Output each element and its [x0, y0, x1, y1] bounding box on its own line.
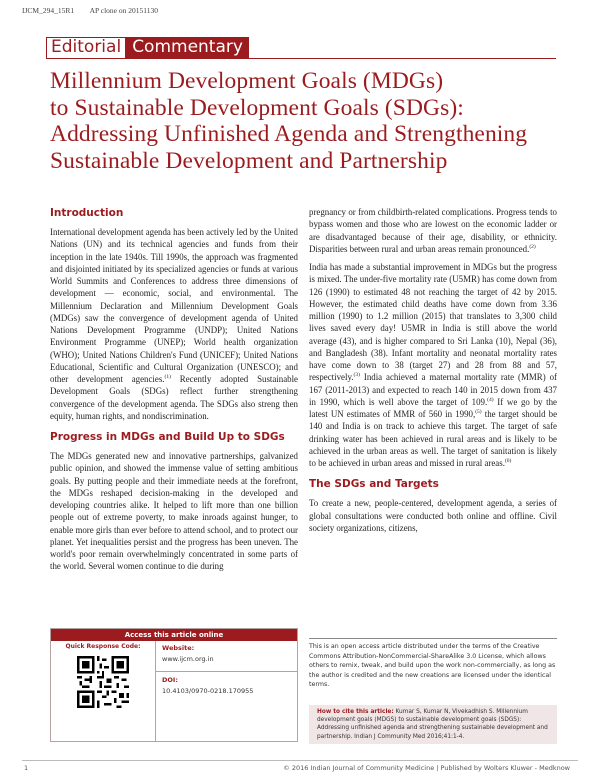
intro-text: International development agenda has been actively led by the United Nations (UN) and its technical agencies and funds from their inception in the late 1940s. Till 1990s, the approach was fragmented and disjointed initiated by its specialized agencies or funds at various World Summits and Conferences to address three dimensions of development — economic, social, and environmental. The Millennium Declaration and Millennium Development Goals (MDGs) saw the convergence of development agenda of United Nations Development Programme (UNDP); United Nations Environment Programme (UNEP); World health organization (WHO); United Nations Children's Fund (UNICEF); United Nations Educational, Scientific and Cultural Organization (UNESCO); and other development agencies. [50, 227, 298, 384]
access-article-box [50, 628, 298, 742]
p2d-text: the target should be 140 and India is on track to achieve this target. The target of safe drinking water has been achieved in rural areas and is likely to be achieved in the urban areas as well. The target of sanitation is likely to be achieved in urban areas and missed in rural areas. [309, 409, 558, 468]
title-line: Addressing Unfinished Agenda and Strengthening [50, 121, 528, 147]
license-note: This is an open access article distributed under the terms of the Creative Commons Attribution-NonCommercial-ShareAlike 3.0 License, which allows others to remix, tweak, and build upon the work non-commercially, as long as the author is credited and the new creations are licensed under the identical terms. [309, 638, 557, 690]
section-tag-commentary: Commentary [126, 37, 249, 59]
ref-1[interactable]: (1) [164, 374, 171, 381]
left-column [50, 206, 298, 579]
intro-paragraph [50, 226, 298, 422]
ref-3[interactable]: (3) [353, 372, 360, 379]
qr-code-icon[interactable] [77, 656, 129, 708]
intro-heading: Introduction [50, 207, 124, 219]
citation-label: How to cite this article: [317, 709, 394, 715]
footer-divider [22, 760, 578, 761]
p1-text: pregnancy or from childbirth-related complications. Progress tends to bypass women and those who are lowest on the economic ladder or are disadvantaged because of their age, disability, or ethnicity. Disparities between rural and urban areas remain pronounced. [309, 207, 557, 254]
progress-heading: Progress in MDGs and Build Up to SDGs [50, 431, 285, 443]
ap-note: AP clone on 20151130 [89, 6, 158, 15]
access-header: Access this article online [51, 629, 297, 641]
right-paragraph-1 [309, 206, 557, 255]
right-paragraph-2 [309, 261, 557, 469]
access-divider [156, 671, 297, 672]
right-column [309, 206, 557, 540]
footer-copyright: © 2016 Indian Journal of Community Medicine | Published by Wolters Kluwer - Medknow [283, 764, 570, 772]
section-divider [46, 58, 556, 59]
website-link[interactable]: www.ijcm.org.in [162, 655, 214, 663]
p2c-text: If we go by the latest UN estimates of MMR of 560 in 1990, [309, 396, 558, 419]
citation-text: Kumar S, Kumar N, Vivekadhish S. Millennium development goals (MDGS) to sustainable development goals (SDGS): Addressing unfinished agenda and strengthening sustainable development and partnership. Indian J Community Med 2016;41:1-4. [317, 709, 548, 740]
access-body [51, 641, 297, 741]
qr-cell [51, 641, 156, 741]
ref-6[interactable]: (6) [504, 458, 512, 465]
right-paragraph-3: To create a new, people-centered, development agenda, a series of global consultations were conducted both online and offline. Civil society organizations, citizens, [309, 498, 557, 533]
citation-box [309, 705, 557, 744]
section-tag-editorial: Editorial [46, 37, 126, 59]
title-line: Millennium Development Goals (MDGs) [50, 68, 444, 94]
intro-text-2: Recently adopted Sustainable Development Goals (SDGs) reflect further strengthening convergence of the development agenda. The SDGs also streng then equity, human rights, and nondiscrimination. [50, 374, 298, 421]
ref-2[interactable]: (2) [529, 243, 536, 250]
sdg-heading: The SDGs and Targets [309, 478, 439, 491]
website-label: Website: [162, 644, 195, 652]
p2b-text: India achieved a maternal mortality rate (MMR) of 167 (2011-2013) and expected to reach 140 in 2015 down from 437 in 1990, which is well above the target of 109. [309, 372, 557, 407]
doi-label: DOI: [162, 676, 178, 684]
ref-5[interactable]: (5) [475, 409, 482, 416]
title-line: Sustainable Development and Partnership [50, 147, 448, 174]
manuscript-meta [22, 6, 172, 15]
doi-link[interactable]: 10.4103/0970-0218.170955 [162, 687, 254, 695]
p2a-text: India has made a substantial improvement in MDGs but the progress is mixed. The under-five mortality rate (U5MR) has come down from 126 (1990) to estimated 48 not reaching the target of 42 by 2015. However, the estimated child deaths have come down from 3.36 million (1990) to 1.2 million (2015) that translates to 3,300 child lives saved every day! U5MR in India is still above the world average (43), and is higher compared to Sri Lanka (10), Nepal (36), and Bangladesh (38). Infant mortality and neonatal mortality rates have come down to 38 (target 27) and 28 from 88 and 57, respectively. [309, 262, 557, 383]
page-number: 1 [24, 764, 29, 772]
article-title [50, 68, 570, 174]
section-tag [46, 37, 249, 59]
qr-label: Quick Response Code: [65, 643, 141, 650]
progress-paragraph: The MDGs generated new and innovative partnerships, galvanized public opinion, and showed the immense value of setting ambitious goals. By putting people and their immediate needs at the forefront, the MDGs reshaped decision-making in the developed and developing countries alike. It helped to lift more than one billion people out of extreme poverty, to make inroads against hunger, to enable more girls than ever before to attend school, and to protect our planet. Yet inequalities persist and the progress has been uneven. The world's poor remain overwhelmingly concentrated in some parts of the world. Several women continue to die during [50, 451, 298, 572]
title-line: to Sustainable Development Goals (SDGs): [50, 94, 464, 121]
access-info [156, 641, 297, 741]
manuscript-id: IJCM_294_15R1 [22, 6, 75, 15]
ref-4[interactable]: (4) [487, 396, 494, 403]
